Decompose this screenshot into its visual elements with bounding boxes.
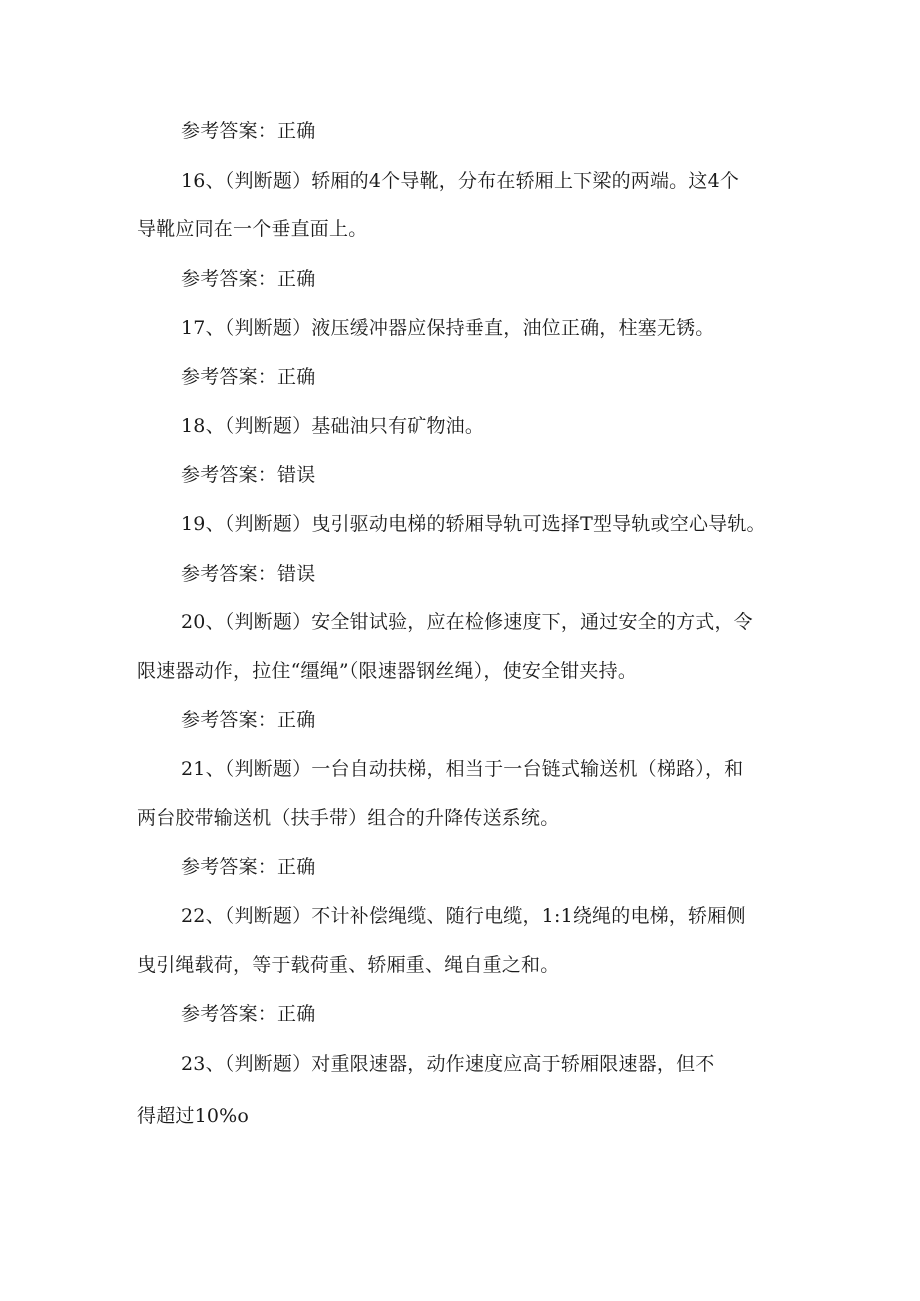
question-22-line-1: 22、（判断题）不计补偿绳缆、随行电缆，1:1绕绳的电梯，轿厢侧 xyxy=(181,905,746,927)
answer-19: 参考答案：错误 xyxy=(181,563,316,585)
question-20-line-1: 20、（判断题）安全钳试验，应在检修速度下，通过安全的方式，令 xyxy=(181,611,753,633)
question-23-line-2: 得超过10%o xyxy=(137,1105,250,1127)
question-18: 18、（判断题）基础油只有矿物油。 xyxy=(181,415,485,437)
question-20-line-2: 限速器动作，拉住“缰绳”（限速器钢丝绳），使安全钳夹持。 xyxy=(137,660,638,682)
question-23-line-1: 23、（判断题）对重限速器，动作速度应高于轿厢限速器，但不 xyxy=(181,1053,715,1075)
answer-15: 参考答案：正确 xyxy=(181,120,316,142)
question-21-line-2: 两台胶带输送机（扶手带）组合的升降传送系统。 xyxy=(137,807,560,829)
question-22-line-2: 曳引绳载荷，等于载荷重、轿厢重、绳自重之和。 xyxy=(137,954,560,976)
answer-20: 参考答案：正确 xyxy=(181,709,316,731)
question-19: 19、（判断题）曳引驱动电梯的轿厢导轨可选择T型导轨或空心导轨。 xyxy=(181,513,766,535)
answer-21: 参考答案：正确 xyxy=(181,856,316,878)
question-21-line-1: 21、（判断题）一台自动扶梯，相当于一台链式输送机（梯路），和 xyxy=(181,758,744,780)
question-17: 17、（判断题）液压缓冲器应保持垂直，油位正确，柱塞无锈。 xyxy=(181,317,715,339)
answer-16: 参考答案：正确 xyxy=(181,268,316,290)
question-16-line-1: 16、（判断题）轿厢的4个导靴，分布在轿厢上下梁的两端。这4个 xyxy=(181,170,740,192)
answer-18: 参考答案：错误 xyxy=(181,464,316,486)
question-16-line-2: 导靴应同在一个垂直面上。 xyxy=(137,218,368,240)
answer-22: 参考答案：正确 xyxy=(181,1003,316,1025)
answer-17: 参考答案：正确 xyxy=(181,366,316,388)
